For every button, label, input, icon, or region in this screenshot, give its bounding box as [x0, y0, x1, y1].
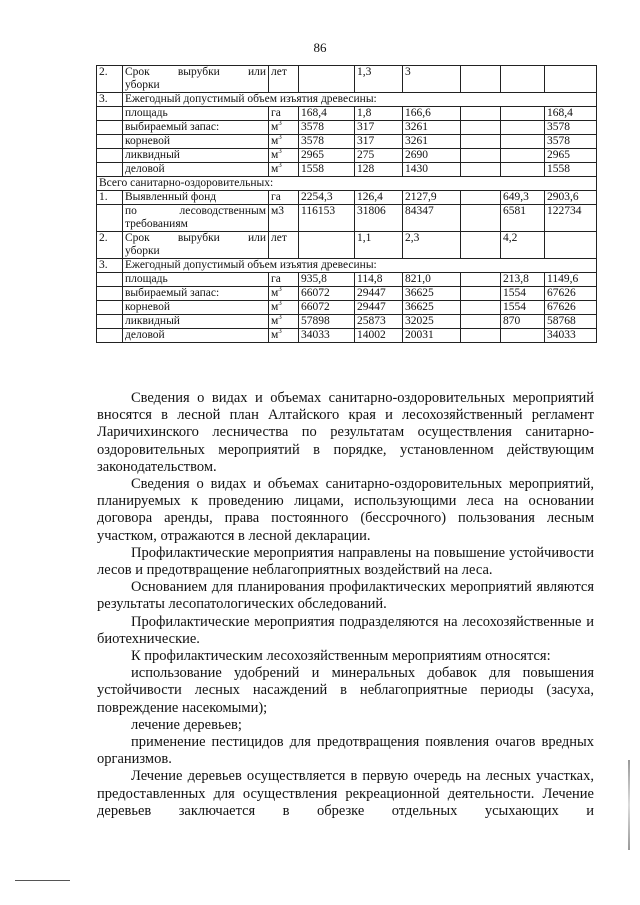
table-cell-unit: м3	[269, 205, 299, 232]
table-cell-col1: 14002	[355, 329, 403, 343]
table-cell-sum: 3578	[545, 121, 597, 135]
table-cell-sum: 2965	[545, 149, 597, 163]
table-cell-name: ликвидный	[123, 149, 269, 163]
table-cell-unit: $м^3$	[269, 121, 299, 135]
table-cell-col4: 4,2	[501, 232, 545, 259]
table-cell-total	[299, 232, 355, 259]
table-cell-col3	[461, 66, 501, 93]
table-cell-name: площадь	[123, 107, 269, 121]
table-cell-sum: 2903,6	[545, 191, 597, 205]
table-cell-total: 34033	[299, 329, 355, 343]
table-cell-col3	[461, 149, 501, 163]
table-cell-unit: га	[269, 107, 299, 121]
table-row	[97, 329, 597, 343]
table-cell-col3	[461, 232, 501, 259]
body-text	[97, 390, 594, 820]
table-cell-total: 1558	[299, 163, 355, 177]
table-cell-col1: 317	[355, 135, 403, 149]
table-row	[97, 273, 597, 287]
table-cell-name: Выявленный фонд	[123, 191, 269, 205]
table-cell-number	[97, 163, 123, 177]
table-cell-col2: 84347	[403, 205, 461, 232]
table-cell-col4: 649,3	[501, 191, 545, 205]
table-row	[97, 205, 597, 232]
table-cell-sum: 168,4	[545, 107, 597, 121]
table-cell-unit: га	[269, 191, 299, 205]
table-cell-col1: 29447	[355, 301, 403, 315]
table-cell-col2: 3	[403, 66, 461, 93]
table-cell-col3	[461, 287, 501, 301]
table-cell-col1: 29447	[355, 287, 403, 301]
page-number: 86	[313, 40, 327, 55]
table-cell-col2: 36625	[403, 287, 461, 301]
table-cell-number	[97, 273, 123, 287]
table-cell-unit: $м^3$	[269, 287, 299, 301]
table-row	[97, 287, 597, 301]
table-cell-col4	[501, 329, 545, 343]
table-cell-col3	[461, 273, 501, 287]
table-cell-col2: 2,3	[403, 232, 461, 259]
table-cell-sum: 34033	[545, 329, 597, 343]
table-cell-name: деловой	[123, 329, 269, 343]
table-cell-name: ликвидный	[123, 315, 269, 329]
table-cell-sum: 1558	[545, 163, 597, 177]
table-cell-sum: 122734	[545, 205, 597, 232]
table-cell-unit: га	[269, 273, 299, 287]
table-cell-name: выбираемый запас:	[123, 287, 269, 301]
table-cell-name: корневой	[123, 301, 269, 315]
table-cell-sum: 67626	[545, 301, 597, 315]
table-cell-col1: 114,8	[355, 273, 403, 287]
table-cell-col3	[461, 121, 501, 135]
table-cell-unit: $м^3$	[269, 135, 299, 149]
table-cell-col4	[501, 149, 545, 163]
table-cell-col1: 128	[355, 163, 403, 177]
table-cell-sum: 67626	[545, 287, 597, 301]
table-cell-total: 57898	[299, 315, 355, 329]
table-cell-number	[97, 329, 123, 343]
table-cell-col1: 1,3	[355, 66, 403, 93]
paragraph: К профилактическим лесохозяйственным мероприятиям относятся:	[131, 648, 551, 665]
table-cell-col1: 126,4	[355, 191, 403, 205]
paragraph: Основанием для планирования профилактических мероприятий являются результаты лесопатологических обследований.	[97, 579, 594, 613]
table-cell-total: 935,8	[299, 273, 355, 287]
table-cell-col3	[461, 329, 501, 343]
table-cell-total: 3578	[299, 135, 355, 149]
table-body	[97, 66, 597, 343]
table-cell-col2: 3261	[403, 121, 461, 135]
table-cell-col2: 36625	[403, 301, 461, 315]
table-cell-total: 66072	[299, 287, 355, 301]
table-cell-col2: 32025	[403, 315, 461, 329]
table-row	[97, 315, 597, 329]
table-cell-total: 116153	[299, 205, 355, 232]
table-section-row	[97, 177, 597, 191]
table-cell-name: по лесоводственным требованиям	[123, 205, 269, 232]
footer-rule	[15, 880, 70, 881]
table-cell-sum	[545, 232, 597, 259]
table-row	[97, 191, 597, 205]
table-cell-sum: 3578	[545, 135, 597, 149]
table-cell-col4	[501, 135, 545, 149]
table-cell-number: 2.	[97, 232, 123, 259]
table-cell-col3	[461, 315, 501, 329]
table-cell-unit: $м^3$	[269, 329, 299, 343]
table-cell-col4: 1554	[501, 287, 545, 301]
table-cell-col2: 2690	[403, 149, 461, 163]
table-cell-number	[97, 135, 123, 149]
table-cell-sum: 58768	[545, 315, 597, 329]
table-cell-name: Срок вырубки или уборки	[123, 232, 269, 259]
table-cell-number: 2.	[97, 66, 123, 93]
table-cell-total: 168,4	[299, 107, 355, 121]
table-cell-col4	[501, 66, 545, 93]
table-cell-col3	[461, 107, 501, 121]
table-cell-col1: 1,8	[355, 107, 403, 121]
table-cell-col4: 1554	[501, 301, 545, 315]
table-row	[97, 135, 597, 149]
table-cell-col3	[461, 191, 501, 205]
table-row	[97, 121, 597, 135]
forest-measures-table	[96, 65, 597, 343]
table-cell-col4: 870	[501, 315, 545, 329]
table-cell-col2: 166,6	[403, 107, 461, 121]
table-cell-unit: $м^3$	[269, 163, 299, 177]
table-cell-col2: 2127,9	[403, 191, 461, 205]
table-cell-col3	[461, 163, 501, 177]
table-cell-col2: 1430	[403, 163, 461, 177]
table-cell-number: 3.	[97, 93, 123, 107]
table-cell-col1: 1,1	[355, 232, 403, 259]
table-cell-col4	[501, 163, 545, 177]
table-cell-number	[97, 149, 123, 163]
table-cell-col4	[501, 121, 545, 135]
table-cell-col4: 213,8	[501, 273, 545, 287]
table-section-label: Ежегодный допустимый объем изъятия древесины:	[123, 93, 597, 107]
table-cell-number	[97, 107, 123, 121]
table-row	[97, 149, 597, 163]
table-cell-number	[97, 315, 123, 329]
table-cell-unit: $м^3$	[269, 315, 299, 329]
table-cell-number	[97, 121, 123, 135]
table-cell-col4	[501, 107, 545, 121]
table-cell-col1: 31806	[355, 205, 403, 232]
table-cell-col2: 3261	[403, 135, 461, 149]
table-cell-col1: 317	[355, 121, 403, 135]
table-cell-unit: $м^3$	[269, 301, 299, 315]
table-cell-total: 2965	[299, 149, 355, 163]
table-cell-number	[97, 301, 123, 315]
table-cell-unit: $м^3$	[269, 149, 299, 163]
table-cell-sum	[545, 66, 597, 93]
table-cell-name: деловой	[123, 163, 269, 177]
edge-scan-mark	[628, 760, 630, 850]
table-cell-col2: 821,0	[403, 273, 461, 287]
paragraph: Профилактические мероприятия подразделяются на лесохозяйственные и биотехнические.	[97, 613, 594, 647]
table-cell-total: 3578	[299, 121, 355, 135]
table-section-label: Всего санитарно-оздоровительных:	[97, 177, 597, 191]
table-cell-total: 66072	[299, 301, 355, 315]
table-cell-number	[97, 287, 123, 301]
table-cell-number: 3.	[97, 259, 123, 273]
table-cell-name: выбираемый запас:	[123, 121, 269, 135]
table-cell-col3	[461, 205, 501, 232]
table-cell-total	[299, 66, 355, 93]
table-cell-col1: 25873	[355, 315, 403, 329]
table-cell-sum: 1149,6	[545, 273, 597, 287]
table-section-row	[97, 259, 597, 273]
table-cell-col3	[461, 135, 501, 149]
table-section-row	[97, 93, 597, 107]
table-cell-name: площадь	[123, 273, 269, 287]
table-cell-name: корневой	[123, 135, 269, 149]
table-cell-number: 1.	[97, 191, 123, 205]
table-cell-col4: 6581	[501, 205, 545, 232]
table-row	[97, 301, 597, 315]
table-cell-unit: лет	[269, 66, 299, 93]
table-section-label: Ежегодный допустимый объем изъятия древесины:	[123, 259, 597, 273]
paragraph: применение пестицидов для предотвращения появления очагов вредных организмов.	[97, 734, 594, 768]
table-cell-col1: 275	[355, 149, 403, 163]
table-cell-total: 2254,3	[299, 191, 355, 205]
table-row	[97, 107, 597, 121]
table-cell-name: Срок вырубки или уборки	[123, 66, 269, 93]
table-cell-col2: 20031	[403, 329, 461, 343]
table-cell-col3	[461, 301, 501, 315]
table-row	[97, 66, 597, 93]
paragraph: Сведения о видах и объемах санитарно-оздоровительных мероприятий вносятся в лесной план Алтайского края и лесохозяйственный регламент Ларичихинского лесничества по результатам осуществления санитарно-оздоровительных мероприятий в порядке, установленном действующим законодательством.	[97, 390, 594, 475]
paragraph: Сведения о видах и объемах санитарно-оздоровительных мероприятий, планируемых к проведению лицами, использующими леса на основании договора аренды, права постоянного (бессрочного) пользования лесным участком, отражаются в лесной декларации.	[97, 476, 594, 544]
paragraph: использование удобрений и минеральных добавок для повышения устойчивости лесных насаждений в неблагоприятные периоды (засуха, повреждение насекомыми);	[97, 665, 594, 716]
table-cell-unit: лет	[269, 232, 299, 259]
paragraph: Лечение деревьев осуществляется в первую очередь на лесных участках, предоставленных для осуществления рекреационной деятельности. Лечение деревьев заключается в обрезке отдельных усыхающих и	[97, 768, 594, 819]
paragraph: Профилактические мероприятия направлены на повышение устойчивости лесов и предотвращение неблагоприятных воздействий на леса.	[97, 544, 594, 579]
table-row	[97, 163, 597, 177]
table-row	[97, 232, 597, 259]
table-cell-number	[97, 205, 123, 232]
paragraph: лечение деревьев;	[131, 716, 242, 733]
